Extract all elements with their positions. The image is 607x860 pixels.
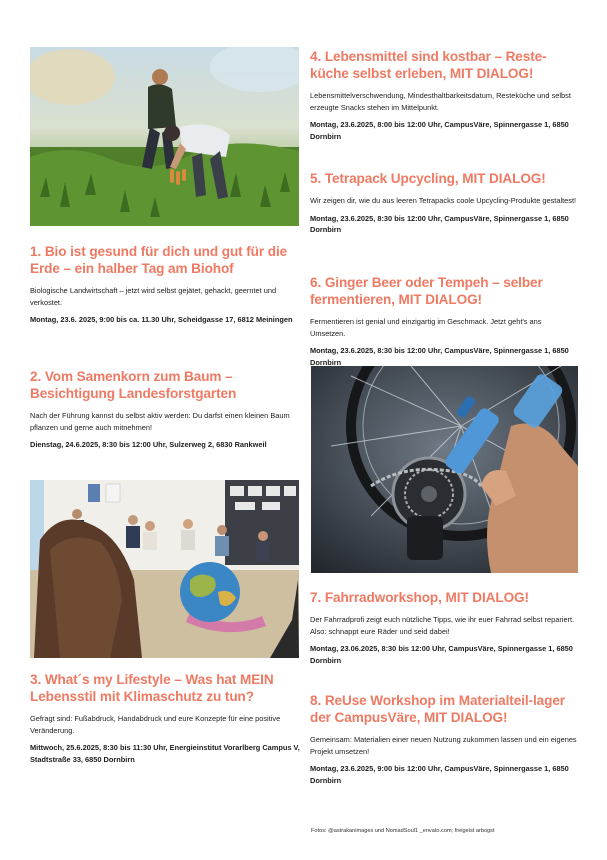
farming-photo [30,47,299,226]
event-5-meta: Montag, 23.6.2025, 8:30 bis 12:00 Uhr, CampusVäre, Spinnergasse 1, 6850 Dornbirn [310,213,569,234]
event-2 [30,368,300,451]
event-6-description: Fermentieren ist genial und einzigartig im Geschmack. Jetzt geht's ans Umsetzen. [310,317,542,338]
event-3-meta: Mittwoch, 25.6.2025, 8:30 bis 11:30 Uhr, Energieinstitut Vorarlberg Campus V, Stadtstraße 33, 6850 Dornbirn [30,743,300,764]
event-4-title: 4. Lebensmittel sind kostbar – Reste-küche selbst erleben, MIT DIALOG! [310,49,547,81]
event-7-title: 7. Fahrradworkshop, MIT DIALOG! [310,590,529,605]
event-4 [310,48,578,142]
event-4-meta: Montag, 23.6.2025, 8:00 bis 12:00 Uhr, CampusVäre, Spinnergasse 1, 6850 Dornbirn [310,120,569,141]
event-6-title: 6. Ginger Beer oder Tempeh – selber fermentieren, MIT DIALOG! [310,275,543,307]
event-5 [310,170,578,236]
event-1-meta: Montag, 23.6. 2025, 9:00 bis ca. 11.30 Uhr, Scheidgasse 17, 6812 Meiningen [30,315,293,324]
event-3-title: 3. What´s my Lifestyle – Was hat MEIN Lebensstil mit Klimaschutz zu tun? [30,672,274,704]
event-7-description: Der Fahrradprofi zeigt euch nützliche Tipps, wie ihr euer Fahrrad selbst repariert. Also: schnappt eure Räder und seid dabei! [310,615,575,636]
event-4-description: Lebensmittelverschwendung, Mindesthaltbarkeitsdatum, Resteküche und selbst erzeugte Snacks stehen im Mittelpunkt. [310,91,571,112]
event-1 [30,243,300,326]
event-8-title: 8. ReUse Workshop im Materialteil-lager der CampusVäre, MIT DIALOG! [310,693,565,725]
event-6 [310,274,578,368]
event-1-description: Biologische Landwirtschaft – jetzt wird selbst gejätet, gehackt, geerntet und verkostet. [30,286,277,307]
event-1-title: 1. Bio ist gesund für dich und gut für die Erde – ein halber Tag am Biohof [30,244,288,276]
event-2-title: 2. Vom Samenkorn zum Baum – Besichtigung Landesforstgarten [30,369,237,401]
event-7 [310,589,578,666]
event-3 [30,671,300,765]
event-8-meta: Montag, 23.6.2025, 9:00 bis 12:00 Uhr, CampusVäre, Spinnergasse 1, 6850 Dornbirn [310,764,569,785]
event-2-meta: Dienstag, 24.6.2025, 8:30 bis 12:00 Uhr, Sulzerweg 2, 6830 Rankweil [30,440,267,449]
classroom-photo [30,480,299,658]
event-7-meta: Montag, 23.06.2025, 8:30 bis 12:00 Uhr, CampusVäre, Spinnergasse 1, 6850 Dornbirn [310,644,573,665]
photo-credit: Fotos: @astrakanimages und NomadSoul1 _envato.com; freigeist arbogst [311,828,495,834]
event-3-description: Gefragt sind: Fußabdruck, Handabdruck und eure Konzepte für eine positive Veränderung. [30,714,281,735]
event-8 [310,692,578,786]
event-5-description: Wir zeigen dir, wie du aus leeren Tetrapacks coole Upcycling-Produkte gestaltest! [310,196,577,205]
event-8-description: Gemeinsam: Materialien einer neuen Nutzung zukommen lassen und ein eigenes Projekt umsetzen! [310,735,577,756]
bike-photo [311,366,578,573]
event-6-meta: Montag, 23.6.2025, 8:30 bis 12:00 Uhr, CampusVäre, Spinnergasse 1, 6850 Dornbirn [310,346,569,367]
event-5-title: 5. Tetrapack Upcycling, MIT DIALOG! [310,171,546,186]
event-2-description: Nach der Führung kannst du selbst aktiv werden: Du darfst einen kleinen Baum pflanzen und gerne auch mitnehmen! [30,411,290,432]
